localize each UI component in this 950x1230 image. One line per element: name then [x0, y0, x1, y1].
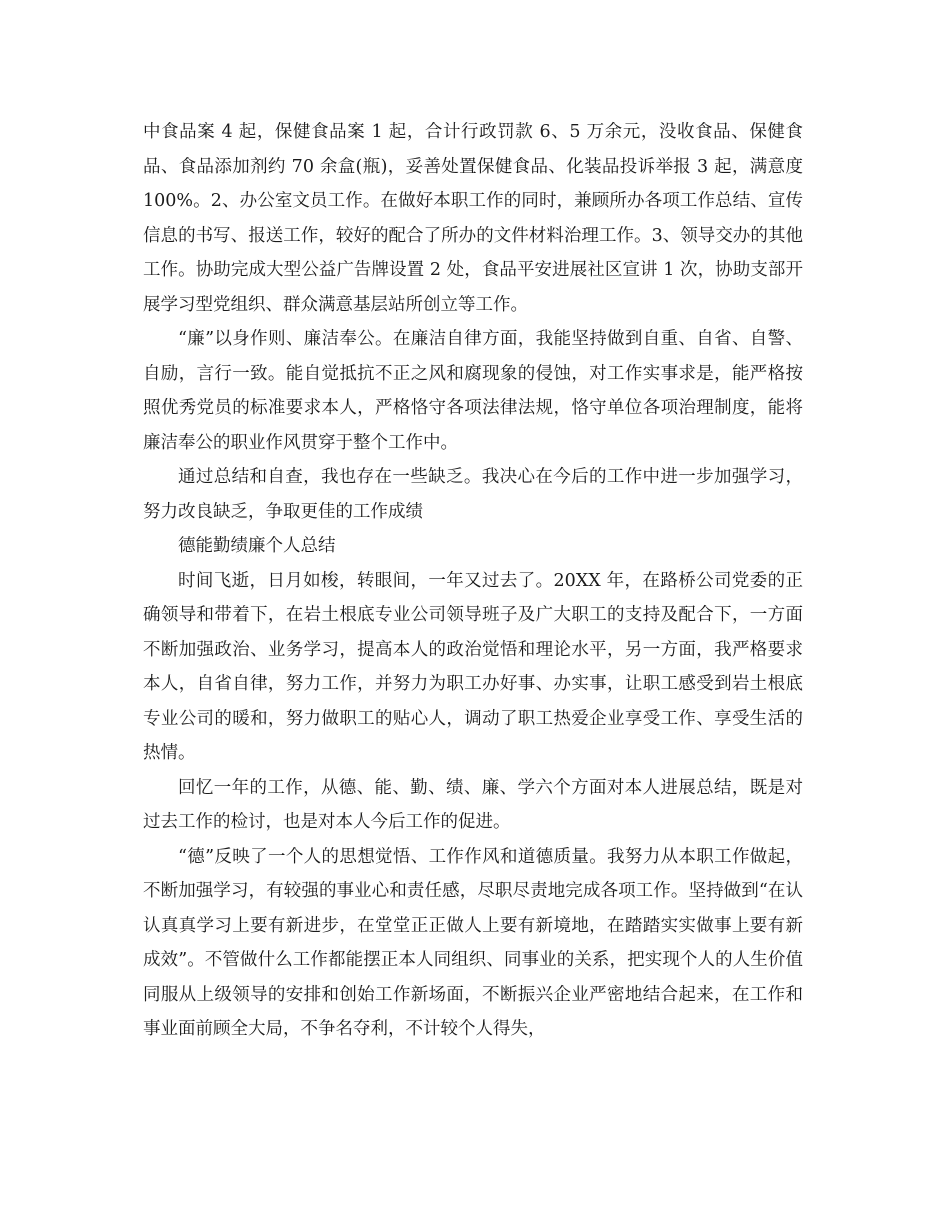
- paragraph-2: “廉”以身作则、廉洁奉公。在廉洁自律方面，我能坚持做到自重、自省、自警、自励，言行一致。能自觉抵抗不正之风和腐现象的侵蚀，对工作实事求是，能严格按照优秀党员的标准要求本人，严格恪守各项法律法规，恪守单位各项治理制度，能将廉洁奉公的职业作风贯穿于整个工作中。: [143, 329, 803, 453]
- paragraph-6: 回忆一年的工作，从德、能、勤、绩、廉、学六个方面对本人进展总结，既是对过去工作的检讨，也是对本人今后工作的促进。: [143, 777, 803, 832]
- paragraph-3: 通过总结和自查，我也存在一些缺乏。我决心在今后的工作中进一步加强学习，努力改良缺乏，争取更佳的工作成绩: [143, 467, 803, 522]
- paragraph-5: 时间飞逝，日月如梭，转眼间，一年又过去了。20XX 年，在路桥公司党委的正确领导和带着下，在岩土根底专业公司领导班子及广大职工的支持及配合下，一方面不断加强政治、业务学习，提高本人的政治觉悟和理论水平，另一方面，我严格要求本人，自省自律，努力工作，并努力为职工办好事、办实事，让职工感受到岩土根底专业公司的暖和，努力做职工的贴心人，调动了职工热爱企业享受工作、享受生活的热情。: [143, 570, 803, 763]
- document-body: [143, 115, 803, 1047]
- paragraph-1: 中食品案 4 起，保健食品案 1 起，合计行政罚款 6、5 万余元，没收食品、保健食品、食品添加剂约 70 余盒(瓶)，妥善处置保健食品、化装品投诉举报 3 起，满意度 100%。2、办公室文员工作。在做好本职工作的同时，兼顾所办各项工作总结、宣传信息的书写、报送工作，较好的配合了所办的文件材料治理工作。3、领导交办的其他工作。协助完成大型公益广告牌设置 2 处，食品平安进展社区宣讲 1 次，协助支部开展学习型党组织、群众满意基层站所创立等工作。: [143, 122, 803, 315]
- section-heading: 德能勤绩廉个人总结: [178, 536, 336, 556]
- paragraph-7: “德”反映了一个人的思想觉悟、工作作风和道德质量。我努力从本职工作做起，不断加强学习，有较强的事业心和责任感，尽职尽责地完成各项工作。坚持做到“在认认真真学习上要有新进步，在堂堂正正做人上要有新境地，在踏踏实实做事上要有新成效”。不管做什么工作都能摆正本人同组织、同事业的关系，把实现个人的人生价值同服从上级领导的安排和创始工作新场面，不断振兴企业严密地结合起来，在工作和事业面前顾全大局，不争名夺利，不计较个人得失，: [143, 846, 803, 1039]
